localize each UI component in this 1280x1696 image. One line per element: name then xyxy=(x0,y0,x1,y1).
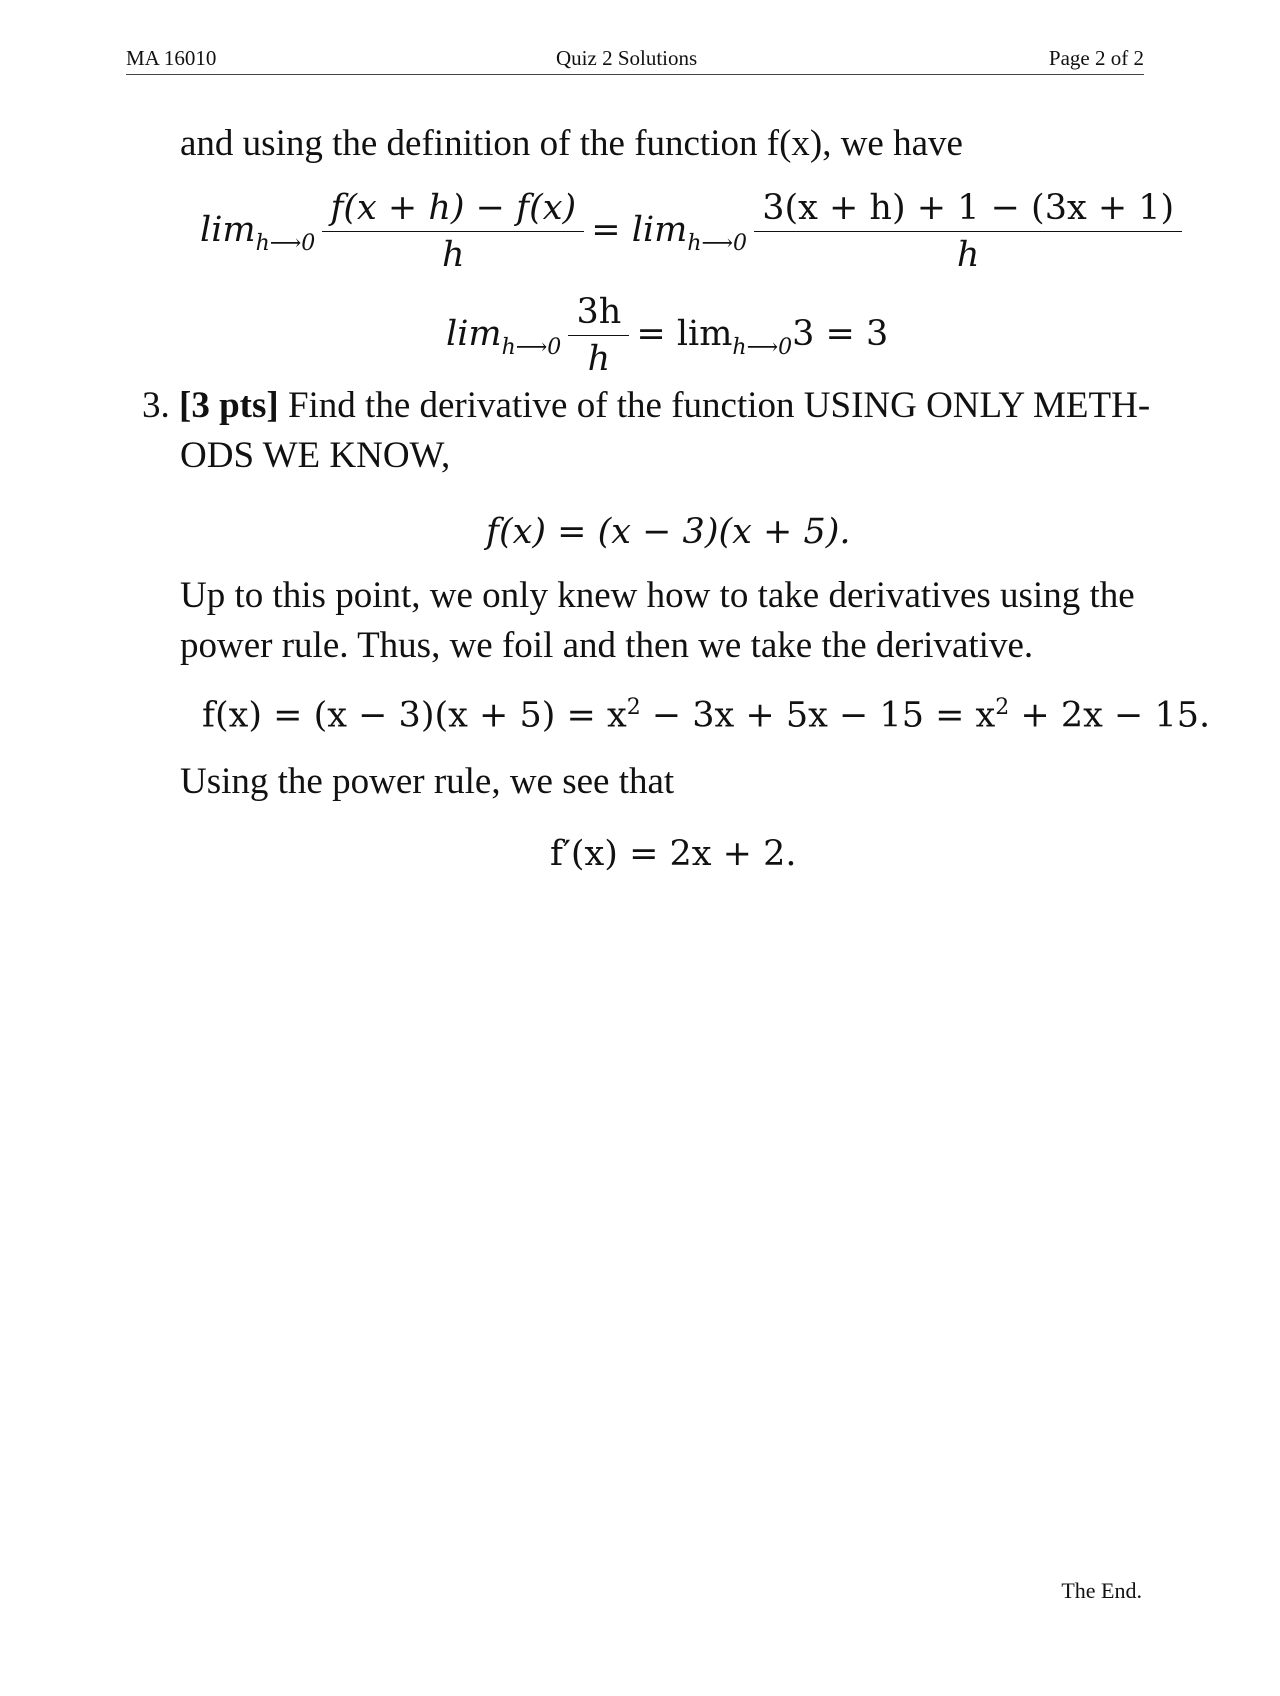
fraction-3h-over-h xyxy=(572,292,625,379)
foil-middle: − 3x + 5x − 15 = x xyxy=(640,695,996,736)
fraction-rhs xyxy=(758,188,1178,275)
problem-number: 3. xyxy=(142,385,170,426)
lim-subscript: h⟶0 xyxy=(732,335,793,360)
header-course: MA 16010 xyxy=(126,46,217,70)
lim-label: lim xyxy=(631,210,688,250)
problem-text: Find the derivative of the function USING ONLY METH- xyxy=(287,385,1151,426)
problem-3-line1 xyxy=(142,384,1150,427)
equals-lim: = lim xyxy=(636,314,733,354)
fraction-denominator: h xyxy=(568,335,629,379)
fraction-numerator: 3(x + h) + 1 − (3x + 1) xyxy=(762,188,1175,228)
fraction-numerator: 3h xyxy=(576,292,622,332)
equation-limit-simplified xyxy=(446,292,888,379)
fraction-lhs xyxy=(326,188,580,275)
limit-result: 3 = 3 xyxy=(792,314,889,354)
lim-subscript: h⟶0 xyxy=(687,231,748,256)
paragraph-power-rule-line2: power rule. Thus, we foil and then we take the derivative. xyxy=(180,625,1034,666)
fraction-denominator: h xyxy=(322,231,584,275)
fraction-numerator: f(x + h) − f(x) xyxy=(330,188,577,228)
lim-label: lim xyxy=(446,314,502,354)
header-rule xyxy=(126,74,1144,75)
problem-points: [3 pts] xyxy=(179,385,279,426)
exponent: 2 xyxy=(626,695,641,720)
paragraph-using-power-rule: Using the power rule, we see that xyxy=(180,761,675,802)
foil-left: f(x) = (x − 3)(x + 5) = x xyxy=(202,695,627,736)
problem-3-line2: ODS WE KNOW, xyxy=(180,435,451,476)
fraction-denominator: h xyxy=(754,231,1182,275)
exponent: 2 xyxy=(995,695,1010,720)
paragraph-power-rule-line1: Up to this point, we only knew how to take derivatives using the xyxy=(180,575,1135,616)
intro-text: and using the definition of the function f(x), we have xyxy=(180,123,963,164)
header-title: Quiz 2 Solutions xyxy=(556,46,698,70)
equation-limit-definition xyxy=(200,188,1178,275)
footer-the-end: The End. xyxy=(1061,1578,1142,1603)
lim-subscript: h⟶0 xyxy=(255,231,316,256)
equation-function: f(x) = (x − 3)(x + 5). xyxy=(486,512,851,552)
lim-label: lim xyxy=(200,210,256,250)
equals-sign: = xyxy=(591,210,621,250)
foil-right: + 2x − 15. xyxy=(1009,695,1211,736)
header-page: Page 2 of 2 xyxy=(1048,46,1144,70)
equation-foil xyxy=(202,695,1210,736)
equation-derivative: f′(x) = 2x + 2. xyxy=(550,834,797,874)
lim-subscript: h⟶0 xyxy=(501,335,562,360)
